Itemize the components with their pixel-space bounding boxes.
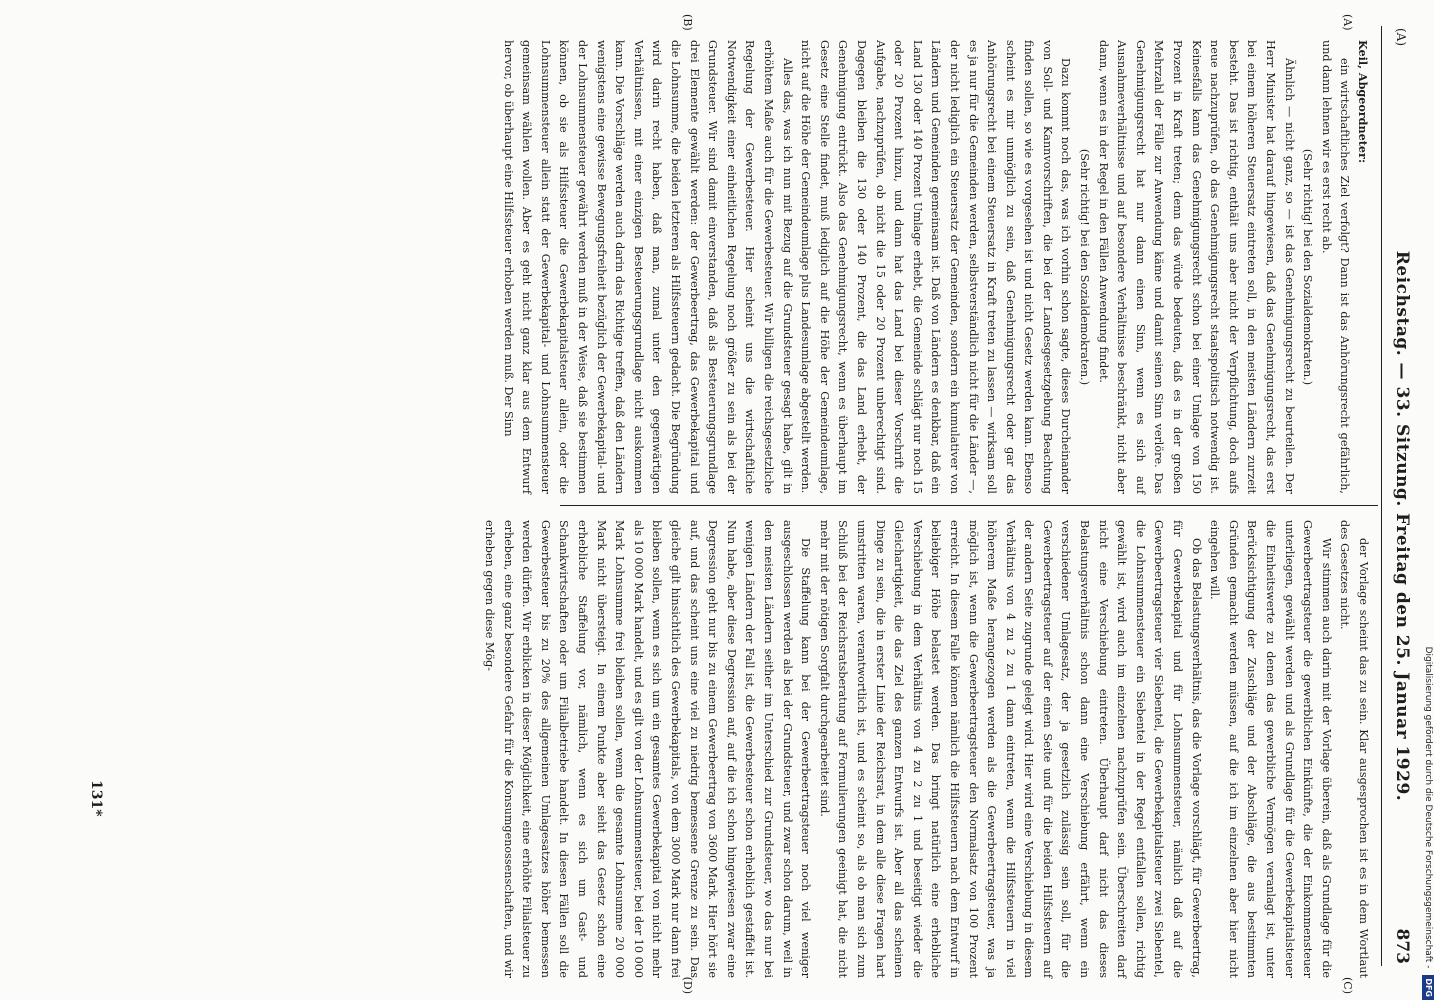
signature-mark: 131* [88,780,104,817]
paragraph: Die Staffelung kann bei der Gewerbeertragsteuer noch viel weniger ausgeschlossen werden als bei der Grundsteuer, und zwar schon darum, weil in den meisten Ländern seither im Unterschied zur Grundsteuer, wo das nur bei wenigen Ländern der Fall ist, die Gewerbesteuer schon erheblich gestaffelt ist. Nun habe, aber diese Degression auf, auf die ich schon hingewiesen zwar eine Degression geht nur bis zu einem Gewerbeertrag von 3600 Mark. Hier hört sie auf, und das scheint uns eine viel zu niedrig bemessene Grenze zu sein. Das gleiche gilt hinsichtlich des Gewerbekapitals, von dem 3000 Mark nur dann frei bleiben sollen, wenn es sich um ein gesamtes Gewerbekapital von nicht mehr als 10 000 Mark handelt, und es gilt von der Lohnsummensteuer, bei der 10 000 Mark Lohnsumme frei bleiben sollen, wenn die gesamte Lohnsumme 20 000 Mark nicht übersteigt. In einem Punkte aber sieht das Gesetz schon eine erhebliche Staffelung vor, nämlich, wenn es sich um Gast- und Schankwirtschaften oder um Filialbetriebe handelt. In diesen Fällen soll die Gewerbesteuer bis zu 20% des allgemeinen Umlagesatzes höher bemessen werden dürfen. Wir erblicken in dieser Möglichkeit, eine erhöhte Filialsteuer zu erheben, eine ganz besondere Gefahr für die Konsumgenossenschaften, und wir erheben gegen diese Mög- [483,520,813,978]
paragraph: ein wirtschaftliches Ziel verfolgt? Dann ist das Anhörungsrecht gefährlich, und dann lehnen wir es erst recht ab. [1319,40,1352,494]
margin-mark-d: (D) [681,976,694,994]
dfg-logo: DFG [1422,975,1434,1000]
footer-credit [1422,180,1434,1000]
paragraph: Wir stimmen auch darin mit der Vorlage überein, daß als Grundlage für die Gewerbeertragsteuer die gewerblichen Einkünfte, die der Einkommensteuer unterliegen, gewählt werden und als Grundlage für die Gewerbekapitalsteuer die Einheitswerte zu denen das gewerbliche Vermögen veranlagt ist, unter Berücksichtigung der Zuschläge und der Abschläge, die aus bestimmten Gründen gemacht werden müssen, auf die ich im einzelnen aber hier nicht eingehen will. [1208,520,1333,978]
page-number: 873 [1392,928,1412,964]
paragraph: Alles das, was ich nun mit Bezug auf die Grundsteuer gesagt habe, gilt in erhöhtem Maße auch für die Gewerbesteuer. Wir billigen die reichsgesetzliche Regelung der Gewerbesteuer. Hier scheint uns die wirtschaftliche Notwendigkeit einer einheitlichen Regelung noch größer zu sein als bei der Grundsteuer. Wir sind damit einverstanden, daß als Besteuerungsgrundlage drei Elemente gewählt werden: der Gewerbeertrag, das Gewerbekapital und die Lohnsumme, die beiden letzteren als Hilfssteuern gedacht. Die Begründung wird darin recht haben, daß man, zumal unter den gegenwärtigen Verhältnissen, mit einer einzigen Besteuerungsgrundlage nicht auskommen kann. Die Vorschläge werden auch darin das Richtige treffen, daß den Ländern wenigstens eine gewisse Bewegungsfreiheit bezüglich der Gewerbekapital- und der Lohnsummensteuer gewährt werden muß in der Weise, daß sie bestimmen können, ob sie als Hilfssteuer die Gewerbekapitalsteuer allein, oder die Lohnsummensteuer allein statt der Gewerbekapital- und Lohnsummensteuer gemeinsam wählen wollen. Aber es geht nicht ganz klar aus dem Entwurf hervor, ob überhaupt eine Hilfssteuer erhoben werden muß. Der Sinn [501,40,794,494]
speaker-line: Keil, Abgeordneter: [1356,40,1370,164]
margin-mark-b: (B) [681,14,694,31]
page-header [1382,28,1412,964]
interjection: (Sehr richtig! bei den Sozialdemokraten.) [1078,148,1092,386]
column-divider [560,505,1378,506]
paragraph: der Vorlage scheint das zu sein. Klar ausgesprochen ist es in dem Wortlaut des Gesetzes nicht. [1338,520,1370,978]
paragraph: Ähnlich — nicht ganz, so — ist das Genehmigungsrecht zu beurteilen. Der Herr Minister hat darauf hingewiesen, daß das Genehmigungsrecht, das erst bei einem höheren Steuersatz eintreten soll, in den meisten Ländern zurzeit besteht. Das ist richtig, enthält uns aber nicht der Verpflichtung, doch aufs neue nachzuprüfen, ob das Genehmigungsrecht staatspolitisch notwendig ist. Keinesfalls kann das Genehmigungsrecht schon bei einer Umlage von 150 Prozent in Kraft treten; denn das würde bedeuten, daß es in der großen Mehrzahl der Fälle zur Anwendung käme und damit seinen Sinn verlöre. Das Genehmigungsrecht hat nur dann einen Sinn, wenn es sich auf Ausnahmeverhältnisse und auf besondere Verhältnisse beschränkt, nicht aber dann, wenn es in der Regel in den Fällen Anwendung findet. [1096,40,1296,494]
right-column [480,520,1373,978]
paragraph: Ob das Belastungsverhältnis, das die Vorlage vorschlägt, für Gewerbeertrag, für Gewerbekapital und für Lohnsummensteuer, nämlich daß auf die Gewerbeertragsteuer vier Siebentel, die Gewerbekapitalsteuer zwei Siebentel, die Lohnsummensteuer ein Siebentel in der Regel entfallen sollen, richtig gewählt ist, wird auch im einzelnen nachzuprüfen sein. Überschreiten darf nicht eine Verschiebung eintreten. Überhaupt darf nicht das dieses Belastungsverhältnis schon dann eine Verschiebung erfährt, wenn ein verschiedener Umlagesatz, der ja gesetzlich zulässig sein soll, für die Gewerbeertragsteuer auf der einen Seite und für die beiden Hilfssteuern auf der andern Seite zugrunde gelegt wird. Hier wird eine Verschiebung in diesem Verhältnis von 4 zu 2 zu 1 dann eintreten, wenn die Hilfssteuern in viel höherem Maße herangezogen werden als die Gewerbeertragsteuer, was ja möglich ist, wenn die Gewerbeertragsteuer den Normalsatz von 100 Prozent erreicht. In diesem Falle können nämlich die Hilfssteuern nach dem Entwurf in beliebiger Höhe belastet werden. Das bringt natürlich eine erhebliche Verschiebung in dem Verhältnis von 4 zu 2 zu 1 und beseitigt wieder die Gleichartigkeit, die das Ziel des ganzen Entwurfs ist. Aber all das scheinen Dinge zu sein, die in erster Linie der Reichsrat, in dem alle diese Fragen hart umstritten waren, verantwortlich ist, und es scheint so, als ob man sich zum Schluß bei der Reichsratsberatung auf Formulierungen geeinigt hat, die nicht mehr mit der nötigen Sorgfalt durchgearbeitet sind. [817,520,1203,978]
paragraph: Dazu kommt noch das, was ich vorhin schon sagte, dieses Durcheinander von Soll- und Kannvorschriften, die bei der Landesgesetzgebung Beachtung finden sollen, so wie es vorgesehen ist und nicht Gesetz werden kann. Ebenso scheint es mir unmöglich zu sein, daß Genehmigungsrecht oder gar das Anhörungsrecht bei einem Steuersatz in Kraft treten zu lassen — wirksam soll es ja nur für die Gemeinden werden, selbstverständlich nicht für die Länder —, der nicht lediglich ein Steuersatz der Gemeinden, sondern ein kumulativer von Ländern und Gemeinden gemeinsam ist. Daß von Ländern es denkbar, daß ein Land 130 oder 140 Prozent Umlage erhebt, die Gemeinde schlägt nur noch 15 oder 20 Prozent hinzu, und dann hat das Land bei dieser Vorschrift die Aufgabe, nachzuprüfen, ob nicht die 15 oder 20 Prozent unberechtigt sind. Dagegen bleiben die 130 oder 140 Prozent, die das Land erhebt, der Genehmigung entrückt. Also das Genehmigungsrecht, wenn es überhaupt im Gesetz eine Stelle findet, muß lediglich auf die Höhe der Gemeindeumlage, nicht auf die Höhe der Gemeindeumlage plus Landesumlage abgestellt werden. [799,40,1073,494]
page-title: Reichstag. — 33. Sitzung. Freitag den 25. Januar 1929. [1392,250,1412,802]
header-left-code: (A) [1394,28,1408,47]
interjection: (Sehr richtig! bei den Sozialdemokraten.) [1301,148,1315,386]
footer-credit-text: Digitalisierung gefördert durch die Deutsche Forschungsgemeinschaft - [1423,646,1433,969]
left-column [498,40,1372,494]
margin-mark-a: (A) [1341,14,1354,31]
header-rule [1381,26,1382,966]
margin-mark-c: (C) [1341,977,1354,994]
